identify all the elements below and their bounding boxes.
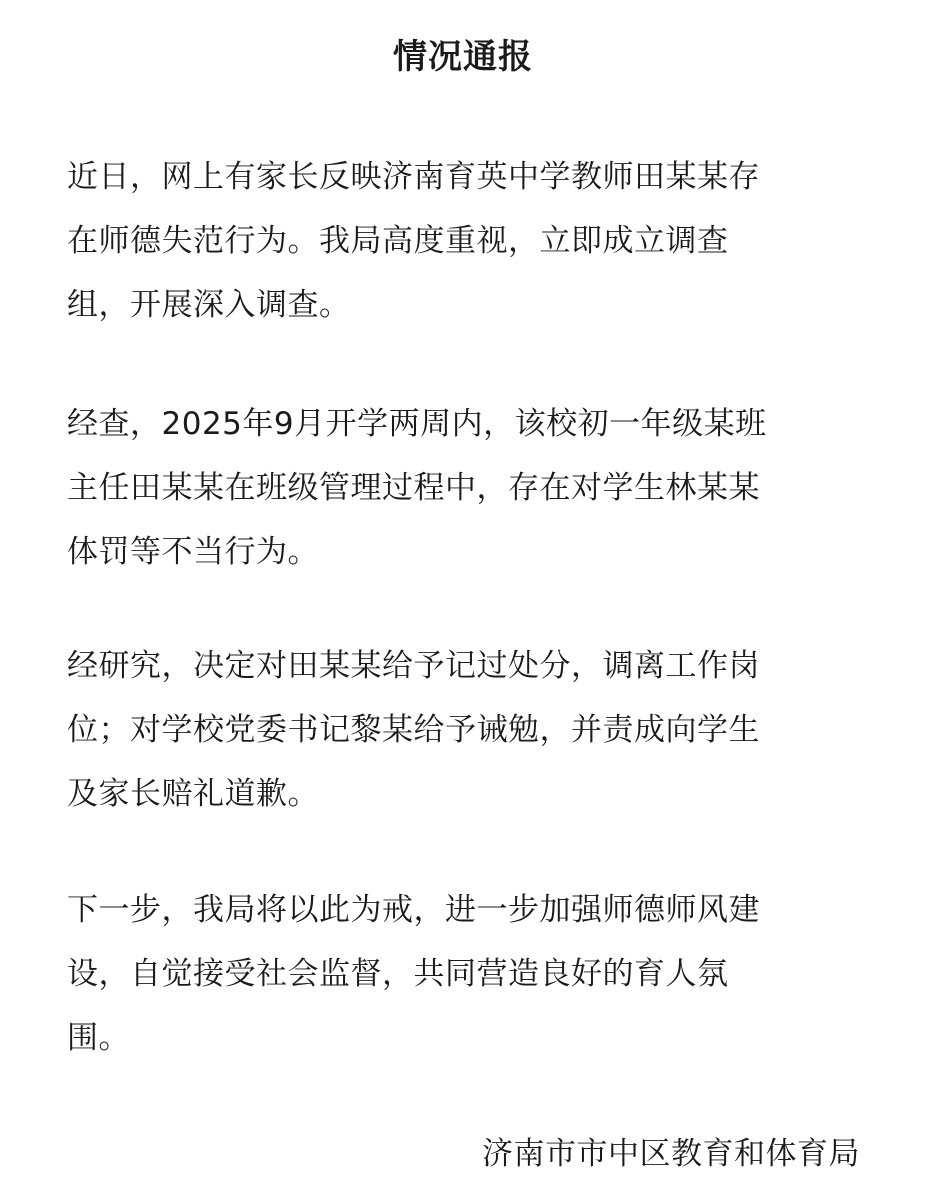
paragraph-line: 主任田某某在班级管理过程中，存在对学生林某某 — [67, 470, 760, 506]
paragraph-decision — [67, 634, 867, 826]
paragraph-intro — [67, 145, 867, 337]
paragraph-line: 位；对学校党委书记黎某给予诫勉，并责成向学生 — [67, 712, 760, 748]
paragraph-line: 在师德失范行为。我局高度重视，立即成立调查 — [67, 223, 729, 259]
paragraph-next-steps — [67, 878, 867, 1070]
paragraph-line: 组，开展深入调查。 — [67, 287, 351, 323]
paragraph-line: 近日，网上有家长反映济南育英中学教师田某某存 — [67, 159, 760, 195]
issuer-signature: 济南市市中区教育和体育局 — [482, 1136, 860, 1172]
paragraph-findings — [67, 392, 867, 584]
paragraph-line: 经研究，决定对田某某给予记过处分，调离工作岗 — [67, 648, 760, 684]
paragraph-line: 下一步，我局将以此为戒，进一步加强师德师风建 — [67, 892, 760, 928]
paragraph-line: 围。 — [67, 1020, 130, 1056]
paragraph-line: 设，自觉接受社会监督，共同营造良好的育人氛 — [67, 956, 729, 992]
paragraph-line: 体罚等不当行为。 — [67, 534, 319, 570]
paragraph-line: 经查，2025年9月开学两周内，该校初一年级某班 — [67, 406, 767, 442]
paragraph-line: 及家长赔礼道歉。 — [67, 776, 319, 812]
notice-title: 情况通报 — [393, 37, 533, 77]
